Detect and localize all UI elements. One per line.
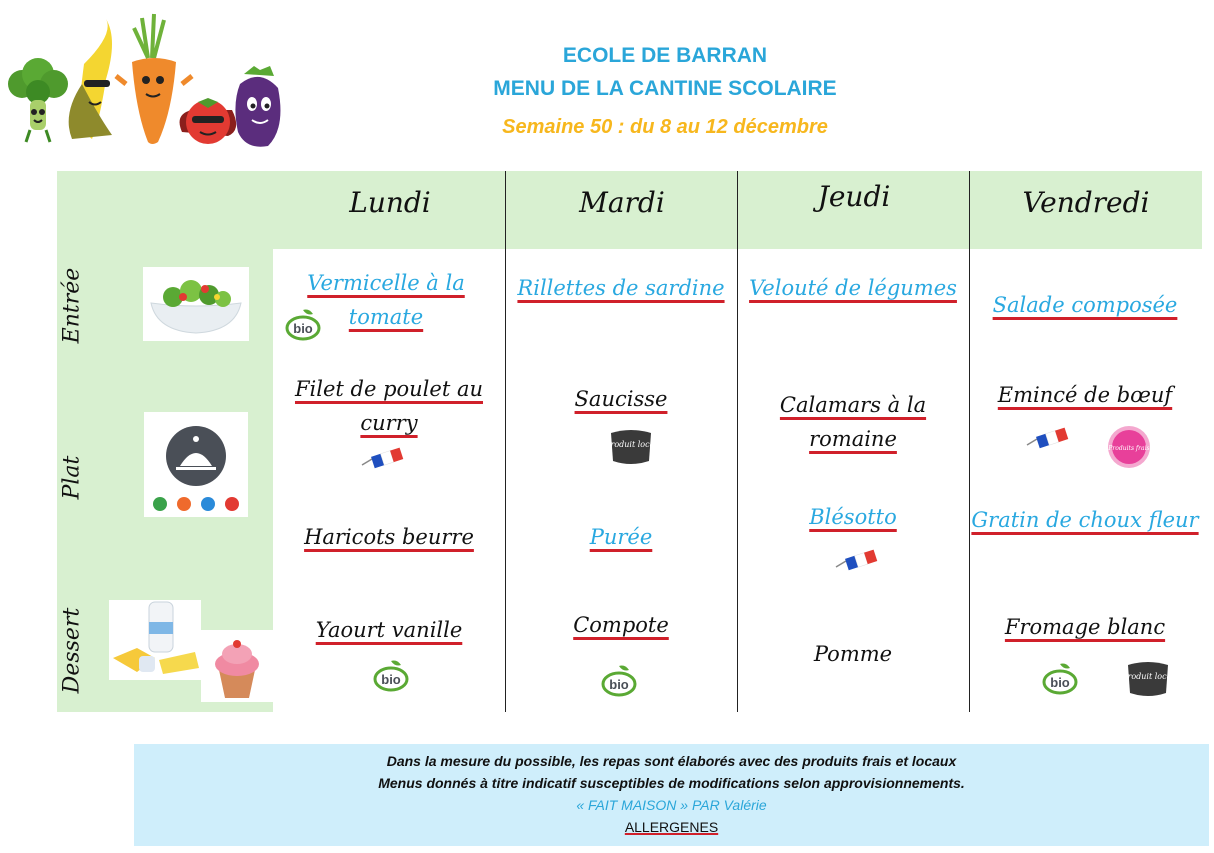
bio-badge-icon — [599, 662, 639, 698]
cloche-dish-icon — [144, 412, 248, 517]
svg-text:bio: bio — [293, 321, 313, 336]
week-subtitle: Semaine 50 : du 8 au 12 décembre — [502, 116, 828, 138]
row-label-plat: Plat — [59, 455, 85, 500]
menu-cell-mardi-dessert: Compote — [573, 613, 669, 637]
menu-cell-mardi-plat: Saucisse — [574, 387, 668, 411]
local-product-stamp-icon — [1122, 660, 1174, 698]
footer-info-panel — [134, 744, 1209, 846]
svg-text:bio: bio — [381, 672, 401, 687]
salad-bowl-icon — [143, 267, 249, 341]
banana-character-icon — [69, 19, 112, 139]
svg-text:Produits frais: Produits frais — [1108, 445, 1150, 452]
menu-cell-mardi-entree: Rillettes de sardine — [517, 276, 725, 300]
menu-cell-jeudi-accompagnement: Blésotto — [809, 505, 897, 529]
bio-badge-icon — [283, 306, 323, 342]
menu-cell-vendredi-plat: Emincé de bœuf — [997, 383, 1173, 407]
footer-line-fresh-local: Dans la mesure du possible, les repas sont élaborés avec des produits frais et locaux — [386, 753, 957, 769]
day-header-vendredi: Vendredi — [1022, 186, 1150, 219]
menu-cell-vendredi-entree: Salade composée — [992, 293, 1178, 317]
svg-text:bio: bio — [609, 677, 629, 692]
footer-line-homemade: « FAIT MAISON » PAR Valérie — [576, 797, 767, 813]
menu-cell-lundi-plat: Filet de poulet au curry — [294, 377, 483, 435]
tomato-character-icon — [180, 98, 237, 144]
allergens-link[interactable]: ALLERGENES — [624, 819, 719, 835]
row-label-entree: Entrée — [59, 267, 85, 344]
menu-cell-jeudi-plat: Calamars à la romaine — [779, 393, 927, 451]
cupcake-icon — [201, 630, 273, 702]
svg-text:Produit local: Produit local — [1122, 672, 1174, 681]
menu-cell-jeudi-dessert: Pomme — [813, 642, 893, 666]
french-origin-flag-icon — [360, 445, 408, 469]
day-header-jeudi: Jeudi — [817, 180, 891, 213]
bio-badge-icon — [371, 657, 411, 693]
column-divider — [505, 171, 506, 712]
menu-cell-vendredi-accompagnement: Gratin de choux fleur — [971, 508, 1199, 532]
school-name: ECOLE DE BARRAN — [562, 44, 768, 67]
column-divider — [737, 171, 738, 712]
footer-line-indicative: Menus donnés à titre indicatif susceptibles de modifications selon approvisionnements. — [378, 775, 965, 791]
day-header-lundi: Lundi — [349, 186, 431, 219]
broccoli-character-icon — [8, 58, 68, 142]
fresh-products-badge-icon — [1106, 424, 1152, 470]
local-product-stamp-icon — [605, 428, 657, 466]
svg-text:bio: bio — [1050, 675, 1070, 690]
menu-cell-lundi-dessert: Yaourt vanille — [315, 618, 463, 642]
menu-cell-jeudi-entree: Velouté de légumes — [749, 276, 957, 300]
row-label-dessert: Dessert — [59, 607, 85, 694]
vegetable-heroes-illustration — [4, 14, 294, 149]
menu-cell-mardi-accompagnement: Purée — [589, 525, 653, 549]
menu-cell-lundi-accompagnement: Haricots beurre — [304, 525, 474, 549]
menu-cell-lundi-entree: Vermicelle à la tomate — [307, 271, 465, 329]
menu-cell-vendredi-dessert: Fromage blanc — [1004, 615, 1166, 639]
column-divider — [969, 171, 970, 712]
svg-text:Produit local: Produit local — [605, 440, 657, 449]
day-header-mardi: Mardi — [579, 186, 665, 219]
dairy-products-icon — [109, 600, 201, 680]
bio-badge-icon — [1040, 660, 1080, 696]
page-title: MENU DE LA CANTINE SCOLAIRE — [493, 77, 837, 100]
french-origin-flag-icon — [1025, 425, 1073, 449]
french-origin-flag-icon — [834, 547, 882, 571]
eggplant-character-icon — [235, 66, 280, 147]
